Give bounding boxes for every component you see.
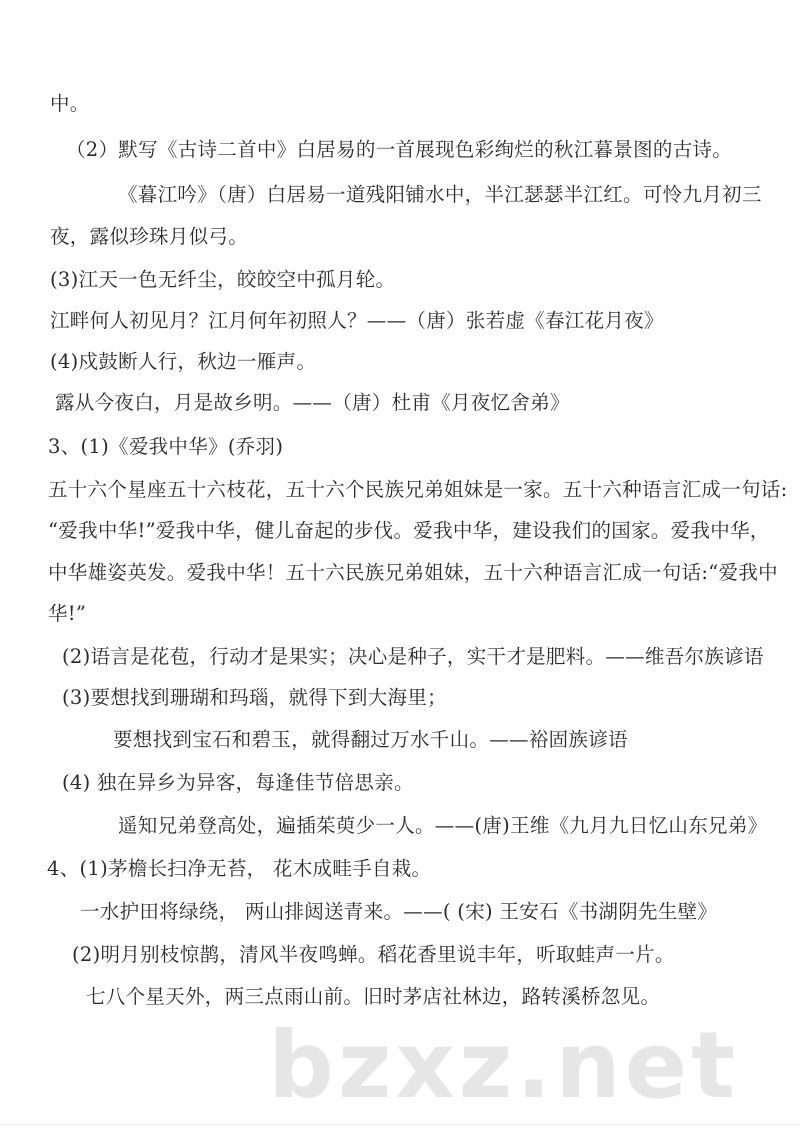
text-line: （2）默写《古诗二首中》白居易的一首展现色彩绚烂的秋江暮景图的古诗。 <box>66 138 733 161</box>
text-line: 七八个星天外，两三点雨山前。旧时茅店社林边，路转溪桥忽见。 <box>86 985 661 1008</box>
text-line: (2)语言是花苞，行动才是果实；决心是种子，实干才是肥料。——维吾尔族谚语 <box>62 645 764 668</box>
text-line: 露从今夜白，月是故乡明。——（唐）杜甫《月夜忆舍弟》 <box>55 391 570 414</box>
text-line: 夜，露似珍珠月似弓。 <box>50 225 249 248</box>
text-line: (3)要想找到珊瑚和玛瑙，就得下到大海里； <box>62 686 447 709</box>
text-line: (4) 独在异乡为异客，每逢佳节倍思亲。 <box>62 771 414 794</box>
text-line: 中华雄姿英发。爱我中华！五十六民族兄弟姐妹，五十六种语言汇成一句话:“爱我中 <box>48 561 778 584</box>
text-line: 《暮江吟》（唐）白居易一道残阳铺水中，半江瑟瑟半江红。可怜九月初三 <box>118 183 762 206</box>
section-heading: 3、(1)《爱我中华》(乔羽) <box>48 435 284 458</box>
text-line: 中。 <box>50 92 90 115</box>
text-line: 遥知兄弟登高处，遍插茱萸少一人。——(唐)王维《九月九日忆山东兄弟》 <box>118 814 768 837</box>
text-line: (4)戍鼓断人行，秋边一雁声。 <box>50 350 317 373</box>
text-line: 江畔何人初见月？江月何年初照人？——（唐）张若虚《春江花月夜》 <box>50 309 664 332</box>
text-line: (3)江天一色无纤尘，皎皎空中孤月轮。 <box>50 268 396 291</box>
section-heading: 4、(1)茅檐长扫净无苔， 花木成畦手自栽。 <box>47 857 432 880</box>
text-line: 五十六个星座五十六枝花，五十六个民族兄弟姐妹是一家。五十六种语言汇成一句话: <box>48 478 788 501</box>
text-line: 要想找到宝石和碧玉，就得翻过万水千山。——裕固族谚语 <box>113 728 628 751</box>
watermark: bzxz.net <box>268 1012 740 1119</box>
text-line: 华!” <box>48 602 87 625</box>
page-divider <box>0 1124 800 1125</box>
text-line: 一水护田将绿绕， 两山排闼送青来。——( (宋) 王安石《书湖阴先生壁》 <box>80 900 718 923</box>
text-line: (2)明月别枝惊鹊，清风半夜鸣蝉。稻花香里说丰年，听取蛙声一片。 <box>72 943 675 966</box>
text-line: “爱我中华!”爱我中华，健儿奋起的步伐。爱我中华，建设我们的国家。爱我中华， <box>48 519 770 542</box>
